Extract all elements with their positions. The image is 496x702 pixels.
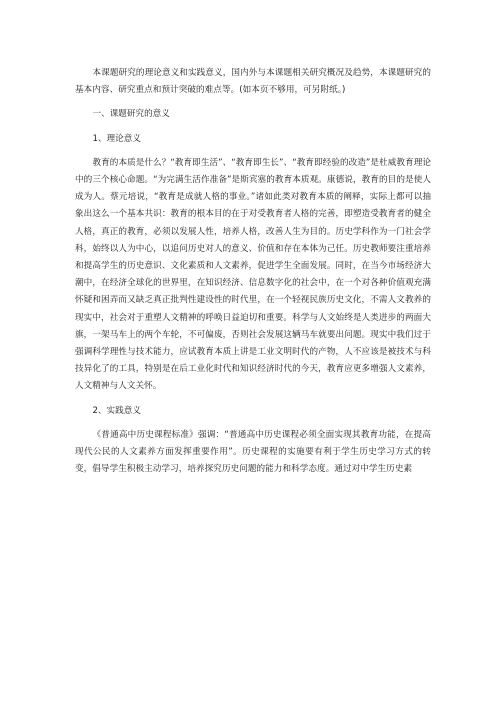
subsection-title-theory: 1、理论意义 [92,133,141,144]
spacer [75,396,431,403]
intro-paragraph: 本课题研究的理论意义和实践意义，国内外与本课题相关研究概况及趋势，本课题研究的基本内容、研究重点和预计突破的难点等。(如本页不够用，可另附纸。) [75,68,431,96]
document-page [75,65,431,478]
spacer [75,99,431,106]
spacer [75,124,431,131]
practice-paragraph: 《普通高中历史课程标准》强调：“普通高中历史课程必须全面实现其教育功能，在提高现代公民的人文素养方面发挥重要作用”。历史课程的实施要有利于学生历史学习方式的转变，倡导学生积极主动学习，培养探究历史问题的能力和科学态度。通过对中学生历史素 [75,429,431,475]
spacer [75,148,431,155]
section-title-significance: 一、课题研究的意义 [92,109,170,120]
theory-paragraph: 教育的本质是什么？“教育即生活”、“教育即生长”、“教育即经验的改造”是杜威教育理论中的三个核心命题。“为完满生活作准备”是斯宾塞的教育本质观。康德说，教育的目的是使人成为人。蔡元培说，“教育是成就人格的事业。”诸如此类对教育本质的阐释，实际上都可以抽象出这么一个基本共识：教育的根本目的在于对受教育者人格的完善，即塑造受教育者的健全人格，真正的教育，必须以发展人性，培养人格，改善人生为目的。历史学科作为一门社会学科，始终以人为中心，以追问历史对人的意义、价值和存在本体为己任。历史教师要注重培养和提高学生的历史意识、文化素质和人文素养，促进学生全面发展。同时，在当今市场经济大潮中，在经济全球化的世界里，在知识经济、信息数字化的社会中，在一个对各种价值观充满怀疑和困弄而又缺乏真正批判性建设性的时代里，在一个轻视民族历史文化，不需人文教养的现实中，社会对于重塑人文精神的呼唤日益迫切和重要。科学与人文始终是人类进步的两面大旗，一架马车上的两个车轮，不可偏废，否则社会发展这辆马车就要出问题。现实中我们过于强调科学理性与技术能力，应试教育本质上讲是工业文明时代的产物，人不应该是被技术与科技异化了的工具，特别是在后工业化时代和知识经济时代的今天，教育应更多增强人文素养，人文精神与人文关怀。 [75,157,431,392]
subsection-title-practice: 2、实践意义 [92,405,141,416]
spacer [75,420,431,427]
